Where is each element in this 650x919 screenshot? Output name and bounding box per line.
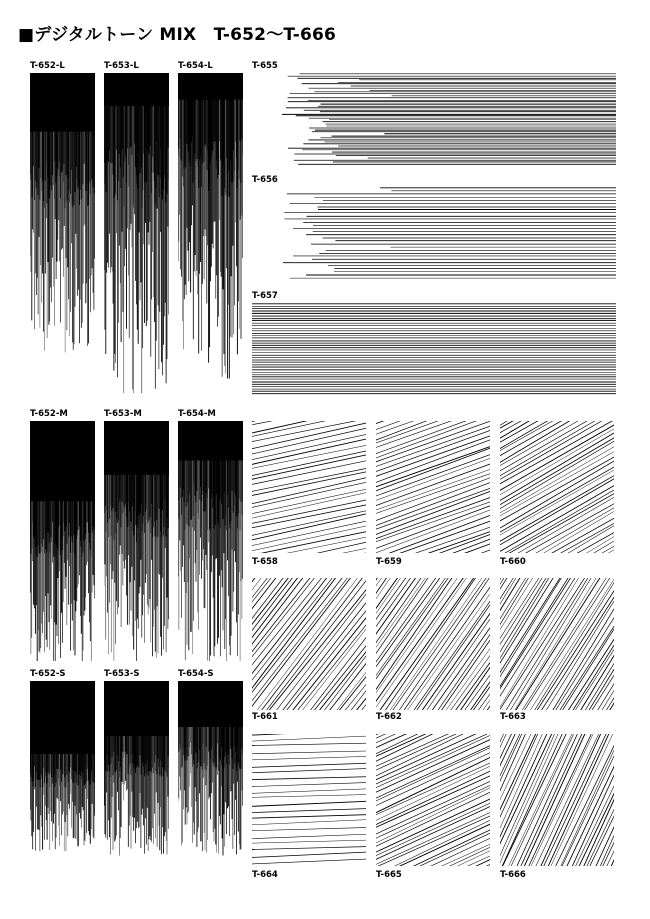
tone-swatch-t653s [104,681,169,861]
label-t654s: T-654-S [178,669,214,679]
label-t664: T-664 [252,870,278,880]
tone-swatch-t653l [104,73,169,393]
tone-swatch-t652s [30,681,95,861]
tone-swatch-t659 [376,421,490,553]
label-t653l: T-653-L [104,61,139,71]
label-t659: T-659 [376,557,402,567]
tone-swatch-t658 [252,421,366,553]
label-t666: T-666 [500,870,526,880]
tone-swatch-t654m [178,421,243,661]
tone-swatch-t654l [178,73,243,393]
label-t662: T-662 [376,712,402,722]
tone-swatch-t663 [500,578,614,710]
label-t655: T-655 [252,61,278,71]
label-t663: T-663 [500,712,526,722]
label-t652l: T-652-L [30,61,65,71]
tone-swatch-t665 [376,734,490,866]
label-t657: T-657 [252,291,278,301]
label-t654l: T-654-L [178,61,213,71]
tone-swatch-t655 [252,72,616,166]
tone-swatch-t653m [104,421,169,661]
page-title: ■デジタルトーン MIX T-652～T-666 [18,25,337,45]
tone-swatch-t657 [252,302,616,396]
label-t661: T-661 [252,712,278,722]
label-t654m: T-654-M [178,409,216,419]
tone-swatch-t662 [376,578,490,710]
tone-swatch-t652l [30,73,95,393]
tone-swatch-t666 [500,734,614,866]
label-t656: T-656 [252,175,278,185]
tone-swatch-t656 [252,186,616,280]
label-t653s: T-653-S [104,669,140,679]
label-t660: T-660 [500,557,526,567]
label-t658: T-658 [252,557,278,567]
tone-swatch-t664 [252,734,366,866]
label-t665: T-665 [376,870,402,880]
label-t652s: T-652-S [30,669,66,679]
tone-swatch-t661 [252,578,366,710]
tone-swatch-t660 [500,421,614,553]
label-t653m: T-653-M [104,409,142,419]
tone-swatch-t652m [30,421,95,661]
label-t652m: T-652-M [30,409,68,419]
tone-swatch-t654s [178,681,243,861]
